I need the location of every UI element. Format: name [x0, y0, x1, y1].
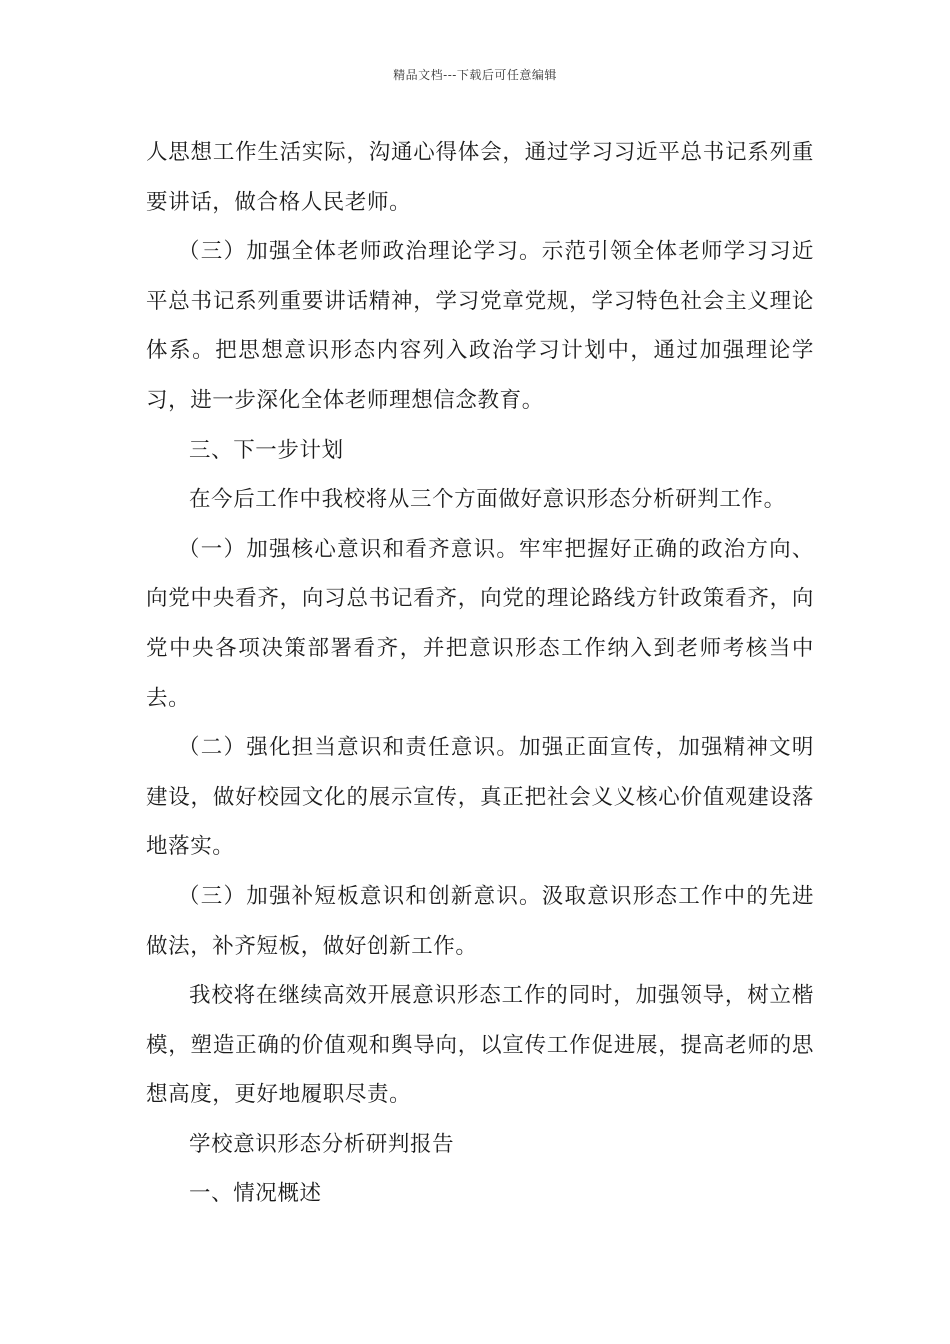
document-body: [146, 128, 814, 1219]
paragraph-continuation: 人思想工作生活实际，沟通心得体会，通过学习习近平总书记系列重要讲话，做合格人民老师。: [146, 140, 814, 215]
section-heading-next-plan: 三、下一步计划: [189, 437, 344, 463]
paragraph-intro: 在今后工作中我校将从三个方面做好意识形态分析研判工作。: [189, 487, 786, 513]
page-header: 精品文档---下载后可任意编辑: [393, 68, 557, 82]
paragraph-innovation: （三）加强补短板意识和创新意识。汲取意识形态工作中的先进做法，补齐短板，做好创新工作。: [146, 883, 814, 959]
paragraph-theory-study: （三）加强全体老师政治理论学习。示范引领全体老师学习习近平总书记系列重要讲话精神，学习党章党规，学习特色社会主义理论体系。把思想意识形态内容列入政治学习计划中，通过加强理论学习，进一步深化全体老师理想信念教育。: [146, 239, 814, 413]
report-title: 学校意识形态分析研判报告: [189, 1131, 455, 1157]
section-heading-overview: 一、情况概述: [189, 1181, 322, 1207]
paragraph-responsibility: （二）强化担当意识和责任意识。加强正面宣传，加强精神文明建设，做好校园文化的展示宣传，真正把社会义义核心价值观建设落地落实。: [146, 735, 814, 860]
paragraph-conclusion: 我校将在继续高效开展意识形态工作的同时，加强领导，树立楷模，塑造正确的价值观和舆导向，以宣传工作促进展，提高老师的思想高度，更好地履职尽责。: [146, 983, 814, 1108]
paragraph-core-awareness: （一）加强核心意识和看齐意识。牢牢把握好正确的政治方向、向党中央看齐，向习总书记看齐，向党的理论路线方针政策看齐，向党中央各项决策部署看齐，并把意识形态工作纳入到老师考核当中去。: [146, 536, 814, 711]
